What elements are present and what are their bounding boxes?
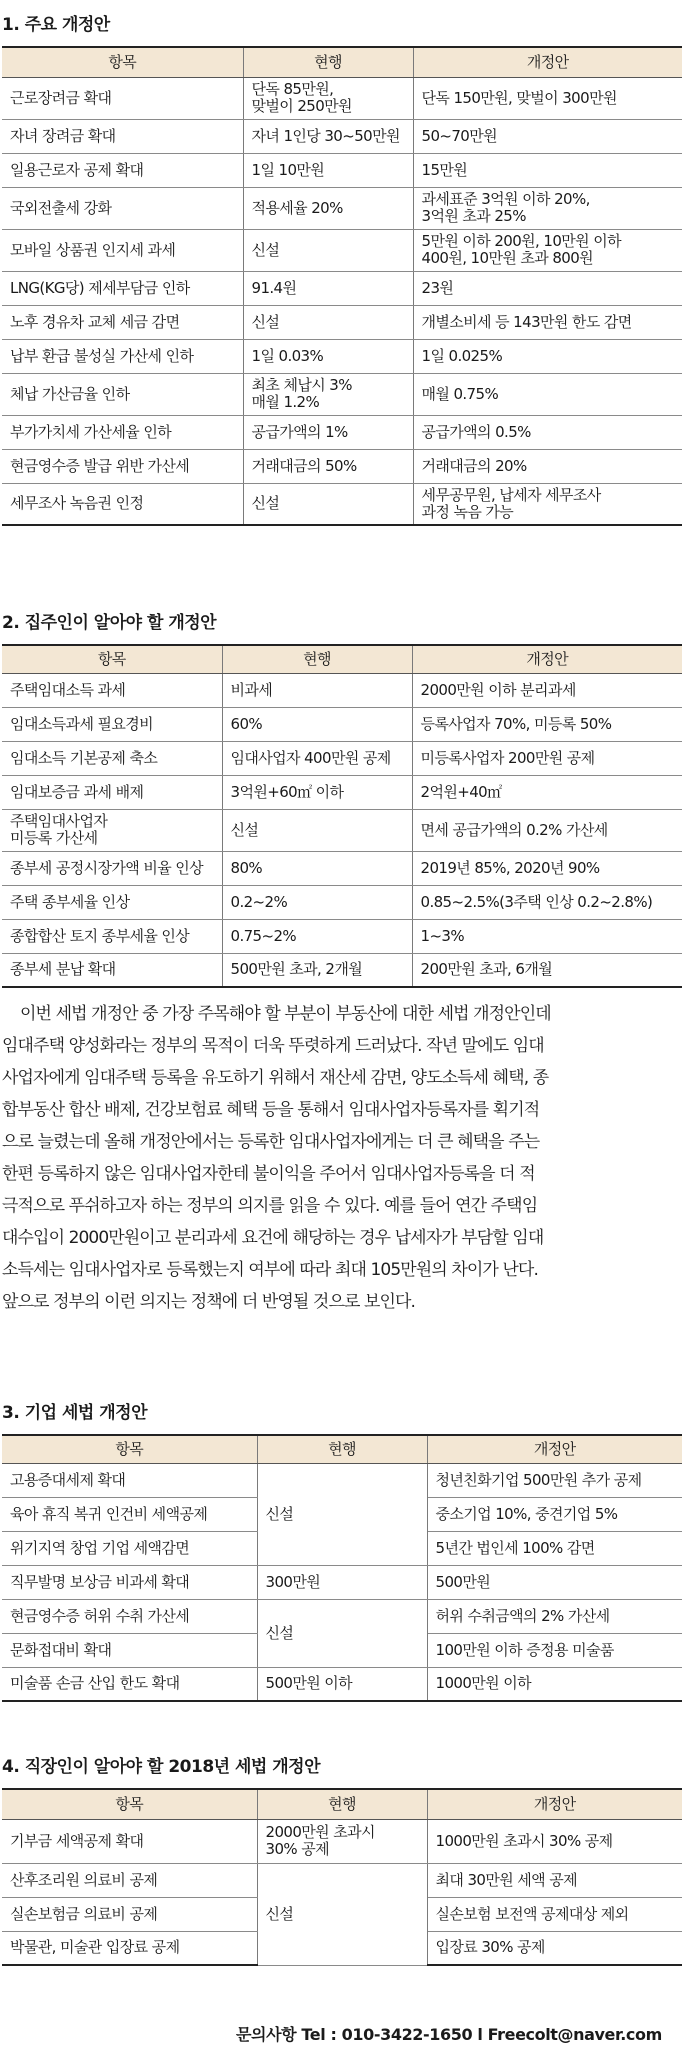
current-cell bbox=[257, 1565, 427, 1599]
current-cell bbox=[243, 339, 413, 373]
item-cell bbox=[2, 1863, 257, 1897]
cell-text: 입장료 30% 공제 bbox=[435, 1938, 545, 1957]
item-cell bbox=[2, 885, 222, 919]
item-cell bbox=[2, 77, 243, 119]
table-row bbox=[2, 119, 682, 153]
cell-text: 일용근로자 공제 확대 bbox=[10, 160, 144, 179]
section-4-title: 4. 직장인이 알아야 할 2018년 세법 개정안 bbox=[2, 1757, 321, 1777]
cell-text: 과세표준 3억원 이하 20%, 3억원 초과 25% bbox=[421, 190, 590, 225]
cell-text: 산후조리원 의료비 공제 bbox=[10, 1870, 158, 1889]
revised-cell bbox=[413, 483, 682, 525]
cell-text: 300만원 bbox=[265, 1572, 321, 1591]
table-row bbox=[2, 1565, 682, 1599]
item-cell bbox=[2, 229, 243, 271]
cell-text: 임대사업자 400만원 공제 bbox=[230, 748, 391, 767]
item-cell bbox=[2, 1463, 257, 1497]
cell-text: 신설 bbox=[265, 1904, 294, 1923]
table-row bbox=[2, 851, 682, 885]
current-cell bbox=[222, 707, 412, 741]
item-cell bbox=[2, 1531, 257, 1565]
table-header-row bbox=[2, 1435, 682, 1463]
table-row bbox=[2, 919, 682, 953]
column-header: 개정안 bbox=[412, 645, 682, 673]
table-row bbox=[2, 673, 682, 707]
cell-text: 청년친화기업 500만원 추가 공제 bbox=[435, 1470, 642, 1489]
revised-cell bbox=[412, 673, 682, 707]
cell-text: 신설 bbox=[251, 494, 280, 513]
column-header: 현행 bbox=[257, 1435, 427, 1463]
cell-text: 국외전출세 강화 bbox=[10, 198, 112, 217]
body-paragraph bbox=[2, 998, 678, 1318]
cell-text: 500만원 bbox=[435, 1572, 491, 1591]
cell-text: 등록사업자 70%, 미등록 50% bbox=[420, 714, 612, 733]
cell-text: 기부금 세액공제 확대 bbox=[10, 1831, 144, 1850]
cell-text: 2019년 85%, 2020년 90% bbox=[420, 858, 600, 877]
table-row bbox=[2, 373, 682, 415]
revised-cell bbox=[413, 339, 682, 373]
revised-cell bbox=[413, 119, 682, 153]
cell-text: 0.75~2% bbox=[230, 926, 297, 945]
table-row bbox=[2, 305, 682, 339]
section-1-title: 1. 주요 개정안 bbox=[2, 15, 110, 35]
revised-cell bbox=[413, 271, 682, 305]
column-header: 항목 bbox=[2, 1435, 257, 1463]
table-header-row bbox=[2, 645, 682, 673]
table-row bbox=[2, 707, 682, 741]
cell-text: 박물관, 미술관 입장료 공제 bbox=[10, 1938, 180, 1957]
table-row bbox=[2, 339, 682, 373]
revised-cell bbox=[412, 809, 682, 851]
revised-cell bbox=[412, 953, 682, 987]
table-row bbox=[2, 1863, 682, 1897]
cell-text: 세무조사 녹음권 인정 bbox=[10, 494, 144, 513]
cell-text: 1일 0.025% bbox=[421, 346, 503, 365]
item-cell bbox=[2, 153, 243, 187]
table-header-row bbox=[2, 1789, 682, 1819]
column-header: 항목 bbox=[2, 47, 243, 77]
revised-cell bbox=[427, 1599, 682, 1633]
cell-text: 공급가액의 1% bbox=[251, 422, 348, 441]
revised-cell bbox=[427, 1667, 682, 1701]
cell-text: 최대 30만원 세액 공제 bbox=[435, 1870, 578, 1889]
cell-text: 종부세 분납 확대 bbox=[10, 960, 116, 979]
section-2-table bbox=[2, 644, 682, 988]
item-cell bbox=[2, 1931, 257, 1965]
current-cell bbox=[243, 415, 413, 449]
table-row bbox=[2, 229, 682, 271]
current-cell bbox=[243, 153, 413, 187]
item-cell bbox=[2, 1897, 257, 1931]
cell-text: 자녀 1인당 30~50만원 bbox=[251, 126, 400, 145]
revised-cell bbox=[413, 373, 682, 415]
current-cell bbox=[243, 483, 413, 525]
revised-cell bbox=[413, 187, 682, 229]
current-cell bbox=[257, 1599, 427, 1667]
cell-text: 자녀 장려금 확대 bbox=[10, 126, 116, 145]
revised-cell bbox=[427, 1497, 682, 1531]
item-cell bbox=[2, 271, 243, 305]
cell-text: 80% bbox=[230, 858, 263, 877]
item-cell bbox=[2, 1599, 257, 1633]
cell-text: 1000만원 이하 bbox=[435, 1674, 532, 1693]
item-cell bbox=[2, 741, 222, 775]
cell-text: 미등록사업자 200만원 공제 bbox=[420, 748, 595, 767]
paragraph-line: 사업자에게 임대주택 등록을 유도하기 위해서 재산세 감면, 양도소득세 혜택, 종 bbox=[2, 1068, 549, 1088]
cell-text: 임대소득과세 필요경비 bbox=[10, 714, 154, 733]
revised-cell bbox=[413, 229, 682, 271]
table-row bbox=[2, 1667, 682, 1701]
table-row bbox=[2, 1599, 682, 1633]
cell-text: 100만원 이하 증정용 미술품 bbox=[435, 1640, 614, 1659]
item-cell bbox=[2, 449, 243, 483]
cell-text: 육아 휴직 복귀 인건비 세액공제 bbox=[10, 1504, 208, 1523]
cell-text: 신설 bbox=[265, 1504, 294, 1523]
cell-text: 1일 10만원 bbox=[251, 160, 325, 179]
cell-text: 현금영수증 허위 수취 가산세 bbox=[10, 1606, 190, 1625]
cell-text: 신설 bbox=[251, 240, 280, 259]
cell-text: 직무발명 보상금 비과세 확대 bbox=[10, 1572, 190, 1591]
table-row bbox=[2, 953, 682, 987]
table-row bbox=[2, 741, 682, 775]
paragraph-line: 임대주택 양성화라는 정부의 목적이 더욱 뚜렷하게 드러났다. 작년 말에도 임대 bbox=[2, 1036, 544, 1056]
section-1-table bbox=[2, 46, 682, 526]
paragraph-line: 으로 늘렸는데 올해 개정안에서는 등록한 임대사업자에게는 더 큰 혜택을 주는 bbox=[2, 1132, 540, 1152]
revised-cell bbox=[427, 1531, 682, 1565]
paragraph-line: 앞으로 정부의 이런 의지는 정책에 더 반영될 것으로 보인다. bbox=[2, 1292, 416, 1312]
current-cell bbox=[243, 373, 413, 415]
revised-cell bbox=[413, 449, 682, 483]
cell-text: 실손보험금 의료비 공제 bbox=[10, 1904, 158, 1923]
cell-text: 신설 bbox=[265, 1623, 294, 1642]
table-row bbox=[2, 415, 682, 449]
cell-text: 3억원+60㎡ 이하 bbox=[230, 782, 344, 801]
cell-text: 2000만원 초과시 30% 공제 bbox=[265, 1823, 375, 1858]
table-row bbox=[2, 449, 682, 483]
cell-text: 2억원+40㎡ bbox=[420, 782, 502, 801]
current-cell bbox=[222, 851, 412, 885]
cell-text: 500만원 초과, 2개월 bbox=[230, 960, 363, 979]
column-header: 항목 bbox=[2, 1789, 257, 1819]
cell-text: 주택임대사업자 미등록 가산세 bbox=[10, 812, 108, 847]
current-cell bbox=[222, 775, 412, 809]
cell-text: 2000만원 이하 분리과세 bbox=[420, 680, 576, 699]
paragraph-line: 한편 등록하지 않은 임대사업자한테 불이익을 주어서 임대사업자등록을 더 적 bbox=[2, 1164, 535, 1184]
current-cell bbox=[222, 919, 412, 953]
cell-text: 60% bbox=[230, 714, 263, 733]
cell-text: 종부세 공정시장가액 비율 인상 bbox=[10, 858, 204, 877]
revised-cell bbox=[412, 919, 682, 953]
revised-cell bbox=[427, 1565, 682, 1599]
cell-text: 중소기업 10%, 중견기업 5% bbox=[435, 1504, 618, 1523]
cell-text: 실손보험 보전액 공제대상 제외 bbox=[435, 1904, 629, 1923]
item-cell bbox=[2, 673, 222, 707]
item-cell bbox=[2, 953, 222, 987]
current-cell bbox=[243, 271, 413, 305]
cell-text: 공급가액의 0.5% bbox=[421, 422, 531, 441]
cell-text: 허위 수취금액의 2% 가산세 bbox=[435, 1606, 610, 1625]
cell-text: 노후 경유차 교체 세금 감면 bbox=[10, 312, 180, 331]
cell-text: 적용세율 20% bbox=[251, 198, 343, 217]
paragraph-line: 소득세는 임대사업자로 등록했는지 여부에 따라 최대 105만원의 차이가 난다. bbox=[2, 1260, 538, 1280]
current-cell bbox=[257, 1667, 427, 1701]
cell-text: 문화접대비 확대 bbox=[10, 1640, 112, 1659]
cell-text: 0.85~2.5%(3주택 인상 0.2~2.8%) bbox=[420, 892, 653, 911]
cell-text: 5년간 법인세 100% 감면 bbox=[435, 1538, 595, 1557]
current-cell bbox=[222, 885, 412, 919]
revised-cell bbox=[427, 1931, 682, 1965]
cell-text: 주택임대소득 과세 bbox=[10, 680, 126, 699]
table-row bbox=[2, 1819, 682, 1863]
current-cell bbox=[257, 1863, 427, 1965]
current-cell bbox=[243, 305, 413, 339]
current-cell bbox=[243, 187, 413, 229]
item-cell bbox=[2, 1633, 257, 1667]
table-row bbox=[2, 187, 682, 229]
current-cell bbox=[222, 809, 412, 851]
cell-text: 단독 150만원, 맞벌이 300만원 bbox=[421, 88, 617, 107]
cell-text: 모바일 상품권 인지세 과세 bbox=[10, 240, 176, 259]
cell-text: 임대보증금 과세 배제 bbox=[10, 782, 144, 801]
item-cell bbox=[2, 1565, 257, 1599]
revised-cell bbox=[412, 885, 682, 919]
revised-cell bbox=[427, 1463, 682, 1497]
revised-cell bbox=[427, 1819, 682, 1863]
column-header: 현행 bbox=[222, 645, 412, 673]
column-header: 현행 bbox=[243, 47, 413, 77]
current-cell bbox=[243, 449, 413, 483]
current-cell bbox=[222, 953, 412, 987]
section-2-title: 2. 집주인이 알아야 할 개정안 bbox=[2, 613, 217, 633]
revised-cell bbox=[413, 77, 682, 119]
item-cell bbox=[2, 707, 222, 741]
table-row bbox=[2, 77, 682, 119]
table-row bbox=[2, 271, 682, 305]
revised-cell bbox=[412, 775, 682, 809]
item-cell bbox=[2, 1819, 257, 1863]
item-cell bbox=[2, 1497, 257, 1531]
table-row bbox=[2, 809, 682, 851]
current-cell bbox=[243, 119, 413, 153]
cell-text: 체납 가산금율 인하 bbox=[10, 384, 130, 403]
cell-text: 위기지역 창업 기업 세액감면 bbox=[10, 1538, 190, 1557]
revised-cell bbox=[427, 1863, 682, 1897]
revised-cell bbox=[413, 153, 682, 187]
revised-cell bbox=[412, 707, 682, 741]
cell-text: 세무공무원, 납세자 세무조사 과정 녹음 가능 bbox=[421, 485, 601, 521]
revised-cell bbox=[427, 1897, 682, 1931]
cell-text: 1일 0.03% bbox=[251, 346, 324, 365]
item-cell bbox=[2, 119, 243, 153]
cell-text: LNG(KG당) 제세부담금 인하 bbox=[10, 278, 190, 297]
table-row bbox=[2, 775, 682, 809]
paragraph-line: 이번 세법 개정안 중 가장 주목해야 할 부분이 부동산에 대한 세법 개정안인데 bbox=[2, 1004, 551, 1024]
item-cell bbox=[2, 415, 243, 449]
current-cell bbox=[222, 741, 412, 775]
item-cell bbox=[2, 1667, 257, 1701]
paragraph-line: 합부동산 합산 배제, 건강보험료 혜택 등을 통해서 임대사업자등록자를 획기적 bbox=[2, 1100, 540, 1120]
column-header: 개정안 bbox=[427, 1435, 682, 1463]
item-cell bbox=[2, 305, 243, 339]
cell-text: 거래대금의 20% bbox=[421, 456, 527, 475]
cell-text: 납부 환급 불성실 가산세 인하 bbox=[10, 346, 194, 365]
current-cell bbox=[257, 1463, 427, 1565]
cell-text: 거래대금의 50% bbox=[251, 456, 357, 475]
cell-text: 고용증대세제 확대 bbox=[10, 1470, 126, 1489]
section-3-table bbox=[2, 1434, 682, 1702]
table-row bbox=[2, 153, 682, 187]
cell-text: 면세 공급가액의 0.2% 가산세 bbox=[420, 820, 608, 839]
cell-text: 종합합산 토지 종부세율 인상 bbox=[10, 926, 190, 945]
cell-text: 1~3% bbox=[420, 926, 465, 945]
contact-info: 문의사항 Tel : 010-3422-1650 l Freecolt@naver.com bbox=[236, 2025, 662, 2044]
table-header-row bbox=[2, 47, 682, 77]
column-header: 개정안 bbox=[427, 1789, 682, 1819]
paragraph-line: 극적으로 푸쉬하고자 하는 정부의 의지를 읽을 수 있다. 예를 들어 연간 주택임 bbox=[2, 1196, 538, 1216]
cell-text: 주택 종부세율 인상 bbox=[10, 892, 130, 911]
item-cell bbox=[2, 483, 243, 525]
item-cell bbox=[2, 775, 222, 809]
cell-text: 부가가치세 가산세율 인하 bbox=[10, 422, 172, 441]
revised-cell bbox=[412, 741, 682, 775]
section-3-title: 3. 기업 세법 개정안 bbox=[2, 1403, 147, 1423]
cell-text: 신설 bbox=[230, 820, 259, 839]
table-row bbox=[2, 885, 682, 919]
cell-text: 50~70만원 bbox=[421, 126, 498, 145]
paragraph-line: 대수입이 2000만원이고 분리과세 요건에 해당하는 경우 납세자가 부담할 임대 bbox=[2, 1228, 544, 1248]
cell-text: 200만원 초과, 6개월 bbox=[420, 960, 553, 979]
cell-text: 91.4원 bbox=[251, 278, 297, 297]
cell-text: 최초 체납시 3% 매월 1.2% bbox=[251, 376, 352, 411]
current-cell bbox=[243, 77, 413, 119]
section-4-table bbox=[2, 1788, 682, 1966]
item-cell bbox=[2, 809, 222, 851]
revised-cell bbox=[412, 851, 682, 885]
current-cell bbox=[243, 229, 413, 271]
cell-text: 15만원 bbox=[421, 160, 468, 179]
column-header: 현행 bbox=[257, 1789, 427, 1819]
item-cell bbox=[2, 339, 243, 373]
current-cell bbox=[257, 1819, 427, 1863]
cell-text: 미술품 손금 산입 한도 확대 bbox=[10, 1674, 180, 1693]
revised-cell bbox=[427, 1633, 682, 1667]
cell-text: 매월 0.75% bbox=[421, 384, 499, 403]
table-row bbox=[2, 1463, 682, 1497]
cell-text: 0.2~2% bbox=[230, 892, 288, 911]
cell-text: 5만원 이하 200원, 10만원 이하 400원, 10만원 초과 800원 bbox=[421, 232, 622, 267]
cell-text: 현금영수증 발급 위반 가산세 bbox=[10, 456, 190, 475]
cell-text: 개별소비세 등 143만원 한도 감면 bbox=[421, 312, 632, 331]
item-cell bbox=[2, 851, 222, 885]
cell-text: 1000만원 초과시 30% 공제 bbox=[435, 1831, 613, 1850]
cell-text: 임대소득 기본공제 축소 bbox=[10, 748, 158, 767]
cell-text: 근로장려금 확대 bbox=[10, 88, 112, 107]
item-cell bbox=[2, 919, 222, 953]
table-row bbox=[2, 483, 682, 525]
revised-cell bbox=[413, 415, 682, 449]
column-header: 항목 bbox=[2, 645, 222, 673]
column-header: 개정안 bbox=[413, 47, 682, 77]
item-cell bbox=[2, 187, 243, 229]
cell-text: 비과세 bbox=[230, 680, 273, 699]
cell-text: 단독 85만원, 맞벌이 250만원 bbox=[251, 80, 352, 115]
cell-text: 23원 bbox=[421, 278, 454, 297]
revised-cell bbox=[413, 305, 682, 339]
item-cell bbox=[2, 373, 243, 415]
cell-text: 500만원 이하 bbox=[265, 1674, 353, 1693]
current-cell bbox=[222, 673, 412, 707]
cell-text: 신설 bbox=[251, 312, 280, 331]
